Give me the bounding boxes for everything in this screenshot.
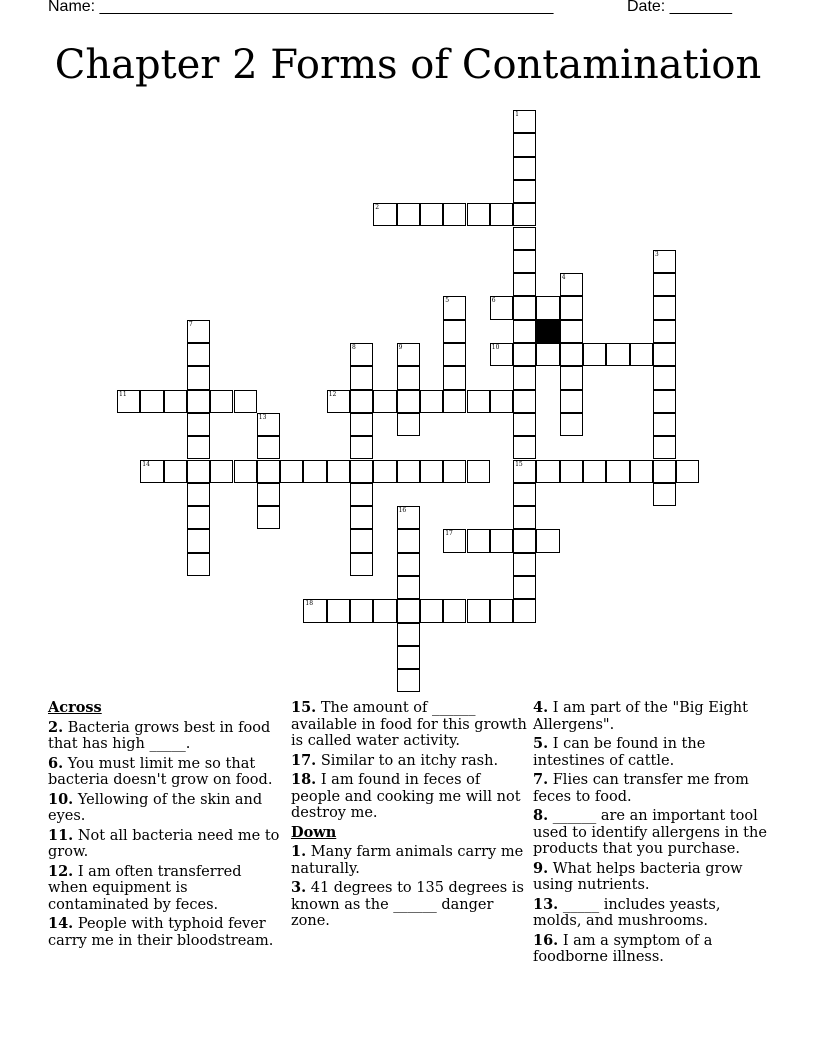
clue-number: 6 [491,297,496,305]
grid-cell[interactable] [350,436,373,459]
grid-cell[interactable] [513,273,536,296]
grid-cell[interactable] [467,529,490,552]
grid-cell[interactable] [443,390,466,413]
grid-cell[interactable] [513,250,536,273]
grid-cell[interactable] [513,133,536,156]
clue-across-6: 6. You must limit me so that bacteria doesn't grow on food. [48,754,273,788]
clue-across-11: 11. Not all bacteria need me to grow. [48,826,280,860]
grid-cell[interactable] [513,576,536,599]
grid-cell[interactable] [397,646,420,669]
clue-number: 2 [375,204,380,212]
grid-cell[interactable] [210,390,233,413]
grid-cell[interactable] [560,413,583,436]
grid-cell[interactable] [327,599,350,622]
grid-cell[interactable] [513,343,536,366]
grid-cell[interactable] [397,623,420,646]
grid-cell[interactable] [327,460,350,483]
grid-cell[interactable] [560,320,583,343]
down-heading: Down [291,823,337,841]
grid-cell[interactable] [490,203,513,226]
grid-cell[interactable] [560,390,583,413]
grid-cell[interactable] [606,460,629,483]
clue-number: 13 [258,413,267,421]
grid-cell[interactable] [350,413,373,436]
grid-cell[interactable] [513,599,536,622]
grid-cell[interactable] [653,296,676,319]
clue-number: 5 [445,297,450,305]
grid-cell[interactable] [467,599,490,622]
grid-cell[interactable] [397,203,420,226]
grid-cell[interactable] [257,436,280,459]
grid-cell[interactable] [653,460,676,483]
page-title: Chapter 2 Forms of Contamination [54,42,762,88]
name-field[interactable]: Name: ___________________________________________________ [48,0,554,15]
clue-down-5: 5. I can be found in the intestines of cattle. [533,735,706,769]
grid-cell[interactable] [420,460,443,483]
clue-across-2: 2. Bacteria grows best in food that has high _____. [48,718,271,752]
clue-down-3: 3. 41 degrees to 135 degrees is known as the ______ danger zone. [291,879,524,929]
grid-cell[interactable] [630,343,653,366]
grid-cell[interactable] [513,529,536,552]
grid-cell[interactable] [653,483,676,506]
grid-cell[interactable] [443,320,466,343]
grid-cell[interactable] [513,180,536,203]
grid-cell[interactable] [420,203,443,226]
clue-down-7: 7. Flies can transfer me from feces to food. [533,771,749,805]
clue-down-16: 16. I am a symptom of a foodborne illness. [533,931,713,965]
clue-number: 15 [515,460,523,468]
grid-cell[interactable] [536,343,559,366]
grid-cell[interactable] [373,460,396,483]
clue-number: 17 [445,530,453,538]
grid-cell[interactable] [187,483,210,506]
clue-number: 11 [119,390,127,398]
grid-cell[interactable] [513,436,536,459]
grid-cell[interactable] [606,343,629,366]
clues-column-2 [291,700,527,933]
grid-cell[interactable] [513,157,536,180]
grid-cell[interactable] [397,553,420,576]
grid-cell[interactable] [420,390,443,413]
grid-cell[interactable] [653,366,676,389]
grid-cell[interactable] [653,413,676,436]
across-heading: Across [48,699,102,716]
clue-down-1: 1. Many farm animals carry me naturally. [291,843,524,877]
grid-cell[interactable] [397,413,420,436]
grid-cell[interactable] [373,390,396,413]
grid-cell[interactable] [467,203,490,226]
clue-number: 8 [352,344,356,351]
grid-cell[interactable] [257,506,280,529]
grid-cell[interactable] [513,366,536,389]
clues-column-1 [48,700,284,952]
grid-cell[interactable] [234,390,257,413]
grid-cell[interactable] [187,343,210,366]
clue-down-9: 9. What helps bacteria grow using nutrients. [533,859,743,893]
grid-cell[interactable] [490,390,513,413]
clue-number: 12 [328,390,337,398]
clue-across-17: 17. Similar to an itchy rash. [291,751,499,769]
grid-cell[interactable] [397,669,420,692]
grid-cell[interactable] [513,413,536,436]
grid-cell[interactable] [560,460,583,483]
grid-cell[interactable] [350,553,373,576]
grid-cell[interactable] [536,529,559,552]
clue-across-18: 18. I am found in feces of people and cooking me will not destroy me. [291,771,521,821]
grid-cell[interactable] [350,506,373,529]
grid-cell[interactable] [513,506,536,529]
grid-cell[interactable] [187,460,210,483]
grid-cell[interactable] [443,460,466,483]
grid-cell[interactable] [513,320,536,343]
grid-cell[interactable] [630,460,653,483]
grid-cell[interactable] [560,366,583,389]
grid-cell[interactable] [536,460,559,483]
grid-cell[interactable] [467,460,490,483]
grid-cell[interactable] [443,343,466,366]
clue-number: 7 [188,320,193,328]
grid-cell[interactable] [140,390,163,413]
grid-cell[interactable] [513,227,536,250]
clue-number: 1 [515,111,519,118]
grid-cell[interactable] [653,273,676,296]
clue-across-12: 12. I am often transferred when equipment is contaminated by feces. [48,862,242,913]
grid-cell[interactable] [443,203,466,226]
grid-cell[interactable] [397,576,420,599]
clue-number: 9 [398,344,403,351]
grid-cell[interactable] [397,366,420,389]
grid-cell[interactable] [513,390,536,413]
grid-cell[interactable] [653,390,676,413]
grid-cell[interactable] [187,436,210,459]
grid-cell[interactable] [373,599,396,622]
grid-cell[interactable] [653,343,676,366]
grid-cell[interactable] [583,343,606,366]
grid-cell[interactable] [560,343,583,366]
grid-cell[interactable] [350,529,373,552]
grid-cell[interactable] [350,599,373,622]
grid-cell[interactable] [653,436,676,459]
grid-cell[interactable] [513,553,536,576]
clues-column-3 [533,700,769,969]
clue-across-10: 10. Yellowing of the skin and eyes. [48,790,263,824]
grid-cell[interactable] [397,390,420,413]
grid-cell[interactable] [350,366,373,389]
clue-number: 10 [491,344,500,351]
grid-cell[interactable] [234,460,257,483]
grid-cell[interactable] [187,366,210,389]
grid-cell[interactable] [513,483,536,506]
grid-cell[interactable] [420,599,443,622]
grid-cell[interactable] [187,413,210,436]
grid-cell[interactable] [257,483,280,506]
clue-number: 18 [305,600,314,608]
grid-cell[interactable] [583,460,606,483]
clue-down-4: 4. I am part of the "Big Eight Allergens". [533,699,748,733]
grid-cell[interactable] [513,296,536,319]
clue-number: 3 [654,250,659,258]
grid-cell[interactable] [397,460,420,483]
grid-cell[interactable] [280,460,303,483]
clue-across-15: 15. The amount of ______ available in food for this growth is called water activity. [291,699,527,749]
date-field[interactable]: Date: _______ [627,0,732,15]
grid-cell[interactable] [490,529,513,552]
grid-cell[interactable] [467,390,490,413]
grid-cell[interactable] [187,529,210,552]
clue-number: 16 [398,507,407,515]
grid-cell[interactable] [350,460,373,483]
grid-cell[interactable] [164,460,187,483]
black-cell [536,320,559,343]
grid-cell[interactable] [513,203,536,226]
grid-cell[interactable] [303,460,326,483]
grid-cell[interactable] [397,599,420,622]
grid-cell[interactable] [350,390,373,413]
clue-down-13: 13. _____ includes yeasts, molds, and mushrooms. [533,895,721,929]
grid-cell[interactable] [490,599,513,622]
clue-number: 4 [561,274,566,282]
grid-cell[interactable] [397,529,420,552]
grid-cell[interactable] [443,366,466,389]
grid-cell[interactable] [187,553,210,576]
grid-cell[interactable] [653,320,676,343]
clue-across-14: 14. People with typhoid fever carry me in their bloodstream. [48,915,274,949]
grid-cell[interactable] [210,460,233,483]
grid-cell[interactable] [257,460,280,483]
grid-cell[interactable] [350,483,373,506]
grid-cell[interactable] [187,506,210,529]
grid-cell[interactable] [676,460,699,483]
grid-cell[interactable] [536,296,559,319]
grid-cell[interactable] [560,296,583,319]
clue-number: 14 [142,460,150,468]
clue-down-8: 8. ______ are an important tool used to identify allergens in the products that you purchase. [533,807,767,857]
grid-cell[interactable] [187,390,210,413]
grid-cell[interactable] [164,390,187,413]
grid-cell[interactable] [443,599,466,622]
